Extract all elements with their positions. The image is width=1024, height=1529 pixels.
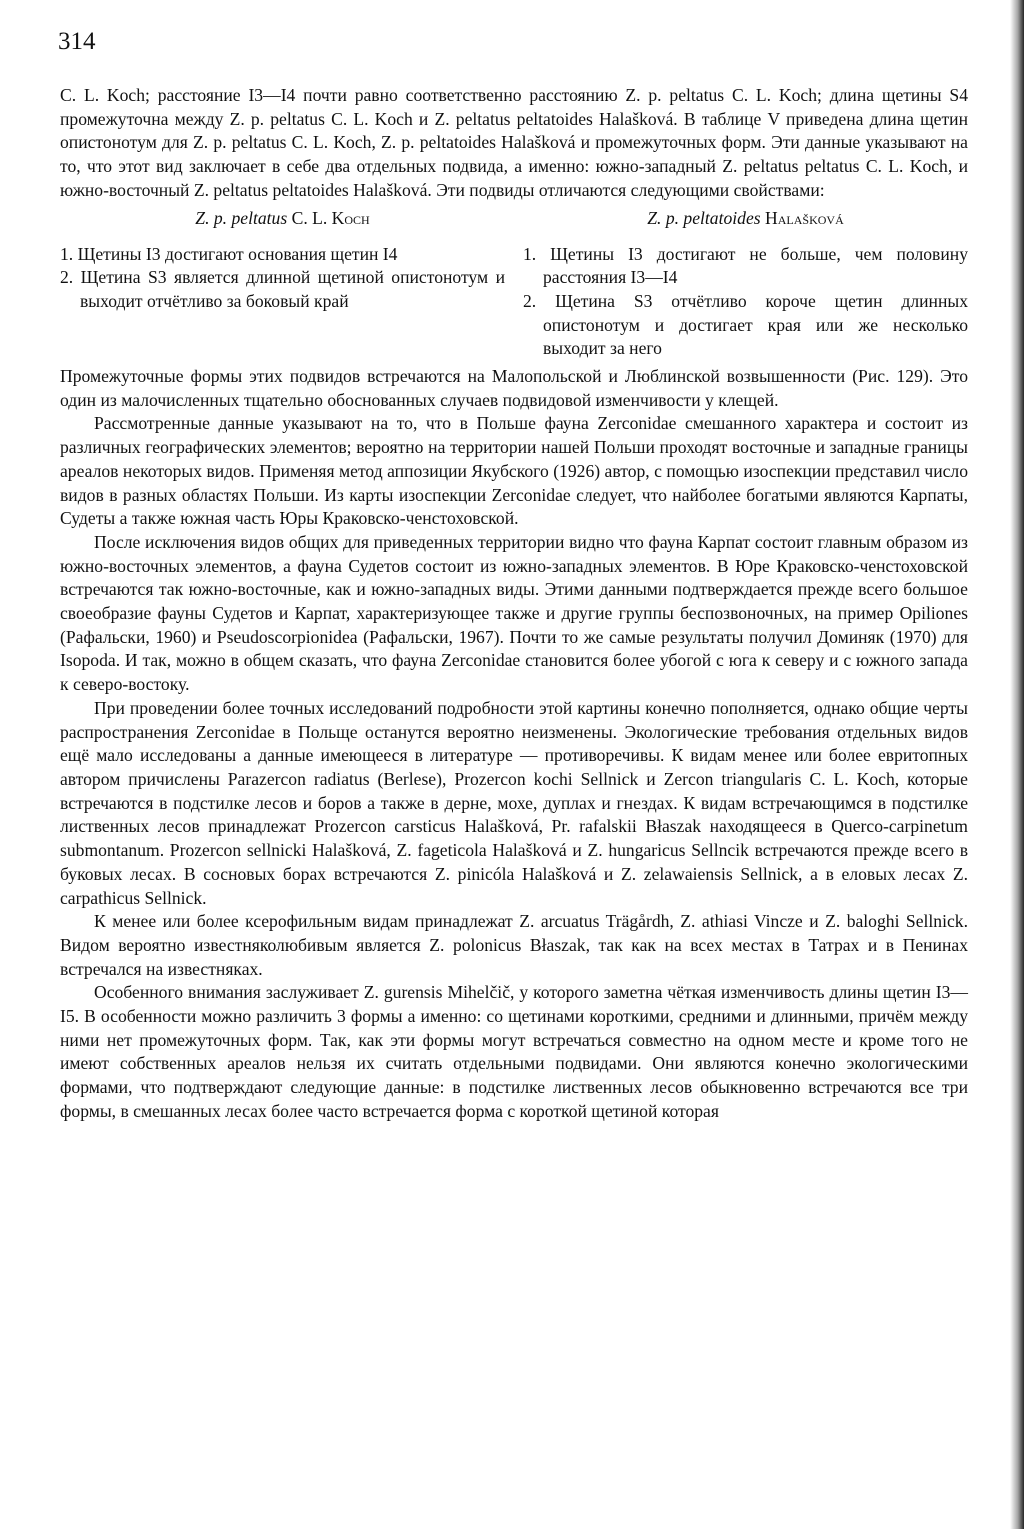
right-heading-taxon: Z. p. peltatoides	[647, 207, 761, 228]
subspecies-comparison	[60, 207, 968, 362]
paragraph-intermediate-forms: Промежуточные формы этих подвидов встречаются на Малопольской и Люблинской возвышенности (Рис. 129). Это один из малочисленных тщательно обоснованных случаев подвидовой изменчивости у клещей.	[60, 366, 968, 410]
right-column-heading	[523, 207, 968, 231]
paragraph-xerophilous: К менее или более ксерофильным видам принадлежат Z. arcuatus Trägårdh, Z. athiasi Vincze и Z. baloghi Sellnick. Видом вероятно известняколюбивым является Z. polonicus Błaszak, так как на всех местах в Татрах и в Пенинах встречался на известняках.	[60, 911, 968, 979]
left-column	[60, 207, 505, 362]
intro-paragraph: C. L. Koch; расстояние I3—I4 почти равно соответственно расстоянию Z. p. peltatus C. L. Koch; длина щетины S4 промежуточна между Z. p. peltatus C. L. Koch и Z. peltatus peltatoides Halašková. В таблице V приведена длина щетин опистонотум для Z. p. peltatus C. L. Koch, Z. p. peltatoides Halašková и промежуточных форм. Эти данные указывают на то, что этот вид заключает в себе два отдельных подвида, а именно: южно-западный Z. peltatus peltatus C. L. Koch, и южно-восточный Z. peltatus peltatoides Halašková. Эти подвиды отличаются следующими свойствами:	[60, 85, 968, 200]
paragraph-gurensis: Особенного внимания заслуживает Z. gurensis Mihelčič, у которого заметна чёткая изменчивость длины щетин I3—I5. В особенности можно различить 3 формы а именно: со щетинами короткими, средними и длинными, причём между ними нет промежуточных форм. Так, как эти формы могут встречаться совместно на одном месте и кроме того не имеют собственных ареалов нельзя их считать отдельными подвидами. Они являются конечно экологическими формами, что подтверждают следующие данные: в подстилке лиственных лесов обыкновенно встречаются все три формы, в смешанных лесах более часто встречается форма с короткой щетиной которая	[60, 982, 968, 1121]
list-item: 2. Щетина S3 отчётливо короче щетин длинных опистонотум и достигает края или же несколько выходит за него	[523, 290, 968, 359]
right-feature-list	[523, 243, 968, 362]
list-item: 1. Щетины I3 достигают не больше, чем половину расстояния I3—I4	[523, 243, 968, 288]
page-number: 314	[58, 28, 96, 55]
right-heading-author: Halašková	[765, 207, 844, 228]
left-heading-author: C. L. Koch	[291, 207, 370, 228]
left-heading-taxon: Z. p. peltatus	[195, 207, 288, 228]
page-body	[60, 84, 968, 1124]
paragraph-ecology: При проведении более точных исследований подробности этой картины конечно пополняется, однако общие черты распространения Zerconidae в Польще останутся вероятно неизменены. Экологические требования отдельных видов ещё мало исследованы а данные имеющееся в литературе — противоречивы. К видам менее или более евритопных автором причислены Parazercon radiatus (Berlese), Prozercon kochi Sellnick и Zercon triangularis C. L. Koch, которые встречаются в подстилке лесов и боров а также в дерне, мохе, дуплах и гнездах. К видам встречающимся в подстилке лиственных лесов принадлежат Prozercon carsticus Halašková, Pr. rafalskii Błaszak находящееся в Querco-carpinetum submontanum. Prozercon sellnicki Halašková, Z. fageticola Halašková и Z. hungaricus Sellncik встречаются прежде всего в буковых лесах. В сосновых борах встречаются Z. pinicóla Halašková и Z. zelawaiensis Sellnick, а в еловых лесах Z. carpathicus Sellnick.	[60, 697, 968, 908]
left-column-heading	[60, 207, 505, 231]
paragraph-fauna-composition: Рассмотренные данные указывают на то, что в Польше фауна Zerconidae смешанного характера и состоит из различных географических элементов; вероятно на территории нашей Польши проходят восточные и западные границы ареалов некоторых видов. Применяя метод аппозиции Якубского (1926) автор, с помощью изоспекции представил число видов в разных областях Польши. Из карты изоспекции Zerconidae следует, что найболее богатыми являются Карпаты, Судеты а также южная часть Юры Краковско-ченстоховской.	[60, 413, 968, 529]
paragraph-carpathians-sudetes: После исключения видов общих для приведенных территории видно что фауна Карпат состоит главным образом из южно-восточных элементов, а фауна Судетов состоит из южно-западных элементов. В Юре Краковско-ченстоховской встречаются так южно-восточные, как и южно-западных виды. Этими данными подтверждается прежде всего большое своеобразие фауны Судетов и Карпат, характеризующее также и другие группы беспозвоночных, на пример Opiliones (Рафальски, 1960) и Pseudoscorpionidea (Рафальски, 1967). Почти то же самые результаты получил Доминяк (1970) для Isopoda. И так, можно в общем сказать, что фауна Zerconidae становится более убогой с юга к северу и с южного запада к северо-востоку.	[60, 531, 968, 695]
list-item: 2. Щетина S3 является длинной щетиной опистонотум и выходит отчётливо за боковый край	[60, 267, 505, 311]
list-item: 1. Щетины I3 достигают основания щетин I4	[60, 243, 398, 264]
left-feature-list	[60, 243, 505, 314]
right-column	[523, 207, 968, 362]
scan-edge-shadow	[1010, 0, 1024, 1529]
